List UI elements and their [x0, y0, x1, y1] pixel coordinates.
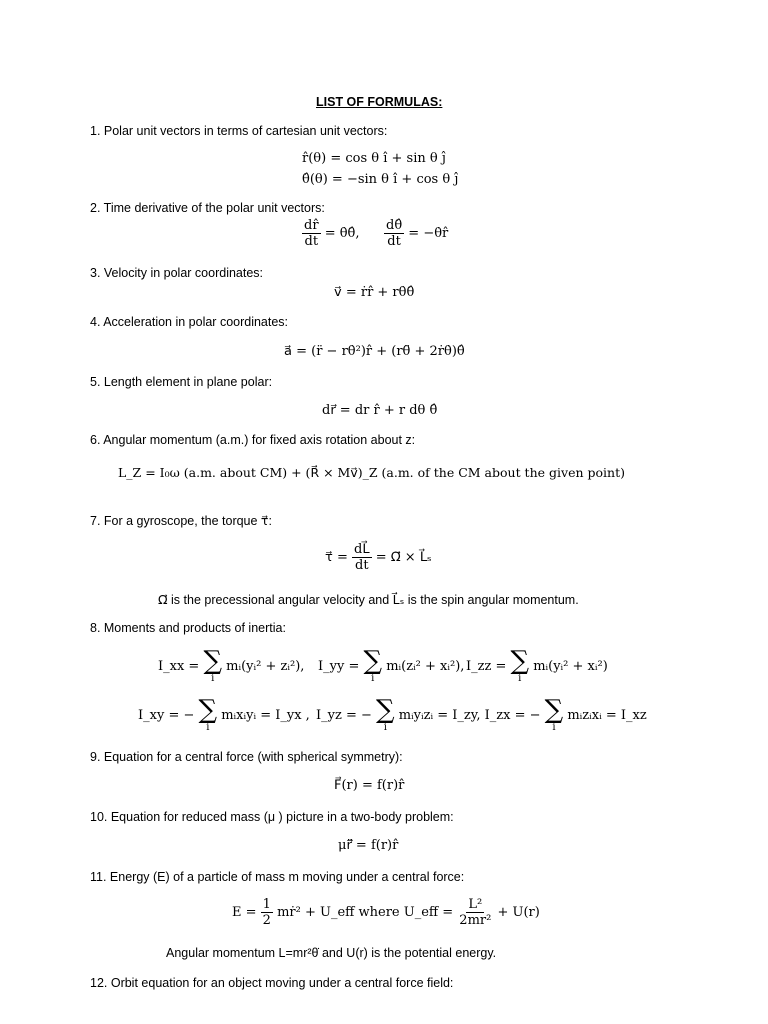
item-7-heading: 7. For a gyroscope, the torque τ⃗: [90, 514, 272, 528]
sum-symbol: ∑ i [510, 646, 530, 684]
ixx-lhs: I_xx = [158, 658, 200, 674]
sum-symbol: ∑ i [363, 646, 383, 684]
iyy-lhs: I_yy = [318, 658, 360, 674]
item-6-formula: L_Z = I₀ω (a.m. about CM) + (R⃗ × Mv⃗)_Z (a.m. of the CM about the given point) [118, 465, 625, 480]
item-7-formula [325, 542, 431, 573]
item-7-num: dL⃗ [354, 542, 370, 557]
iyz-lhs: I_yz = − [316, 707, 372, 723]
item-4-heading: 4. Acceleration in polar coordinates: [90, 315, 289, 329]
item-1-formula-r: r̂(θ) = cos θ î + sin θ ĵ [302, 151, 446, 166]
item-2-den-2: dt [387, 234, 401, 249]
item-2-num-2: dθ̂ [386, 218, 403, 233]
item-10-heading: 10. Equation for reduced mass (μ ) picture in a two-body problem: [90, 810, 454, 824]
iyz-rhs: mᵢyᵢzᵢ = I_zy, I_zx = − [398, 707, 541, 723]
izx-rhs: mᵢzᵢxᵢ = I_xz [567, 707, 647, 723]
item-7-den: dt [355, 558, 369, 573]
item-10-formula: μr⃗̈ = f(r)r̂ [338, 838, 399, 853]
item-5-formula: dr⃗ = dr r̂ + r dθ θ̂ [322, 403, 438, 418]
item-6-heading: 6. Angular momentum (a.m.) for fixed axis rotation about z: [90, 433, 416, 447]
ixy-formula [138, 697, 310, 733]
ixx-rhs: mᵢ(yᵢ² + zᵢ²), [226, 658, 305, 674]
item-5-heading: 5. Length element in plane polar: [90, 375, 273, 389]
iyy-rhs: mᵢ(zᵢ² + xᵢ²), [386, 658, 465, 674]
item-11-note: Angular momentum L=mr²θ̇ and U(r) is the potential energy. [166, 946, 497, 960]
item-2-num-1: dr̂ [304, 218, 319, 233]
item-8-heading: 8. Moments and products of inertia: [90, 621, 286, 635]
item-7-lhs: τ⃗ = [325, 550, 348, 565]
item-1-heading: 1. Polar unit vectors in terms of cartesian unit vectors: [90, 124, 388, 138]
item-11-heading: 11. Energy (E) of a particle of mass m moving under a central force: [90, 870, 465, 884]
item-4-formula: a⃗ = (r̈ − rθ̇²)r̂ + (rθ̈ + 2ṙθ̇)θ̂ [284, 344, 465, 359]
iyy-formula [318, 648, 464, 684]
item-2-formula-2 [384, 218, 448, 249]
ixy-rhs: mᵢxᵢyᵢ = I_yx , [221, 707, 310, 723]
page-title: LIST OF FORMULAS: [316, 95, 443, 109]
item-3-formula: v⃗ = ṙr̂ + rθ̇θ̂ [334, 285, 415, 300]
item-9-heading: 9. Equation for a central force (with spherical symmetry): [90, 750, 403, 764]
item-2-heading: 2. Time derivative of the polar unit vectors: [90, 201, 325, 215]
energy-rhs: + U(r) [497, 905, 540, 920]
item-2-den-1: dt [304, 234, 319, 249]
l-squared-num: L² [468, 897, 483, 912]
l-squared-den: 2mr² [459, 913, 492, 928]
izz-lhs: I_zz = [466, 658, 507, 674]
item-11-formula [232, 897, 540, 928]
ixx-formula [158, 648, 304, 684]
item-1-formula-theta: θ̂(θ) = −sin θ î + cos θ ĵ [302, 172, 459, 187]
item-12-heading: 12. Orbit equation for an object moving under a central force field: [90, 976, 454, 990]
izz-formula [466, 648, 608, 684]
energy-middle: mṙ² + U_eff where U_eff = [277, 905, 454, 920]
energy-lhs: E = [232, 905, 257, 920]
sum-symbol: ∑ i [198, 695, 218, 733]
iyz-formula [316, 697, 647, 733]
izz-rhs: mᵢ(yᵢ² + xᵢ²) [533, 658, 608, 674]
item-3-heading: 3. Velocity in polar coordinates: [90, 266, 264, 280]
item-7-rhs: = Ω⃗ × L⃗ₛ [375, 550, 432, 565]
sum-symbol: ∑ i [203, 646, 223, 684]
sum-symbol: ∑ i [544, 695, 564, 733]
item-2-rhs-2: = −θ̇r̂ [408, 226, 449, 241]
item-9-formula: F⃗(r) = f(r)r̂ [334, 778, 405, 793]
half-num: 1 [262, 897, 271, 912]
item-7-note: Ω⃗ is the precessional angular velocity and L⃗ₛ is the spin angular momentum. [158, 593, 579, 607]
sum-symbol: ∑ i [376, 695, 395, 733]
item-2-rhs-1: = θ̇θ̂, [324, 226, 360, 241]
item-2-formula-1 [302, 218, 360, 249]
half-den: 2 [262, 913, 271, 928]
ixy-lhs: I_xy = − [138, 707, 195, 723]
